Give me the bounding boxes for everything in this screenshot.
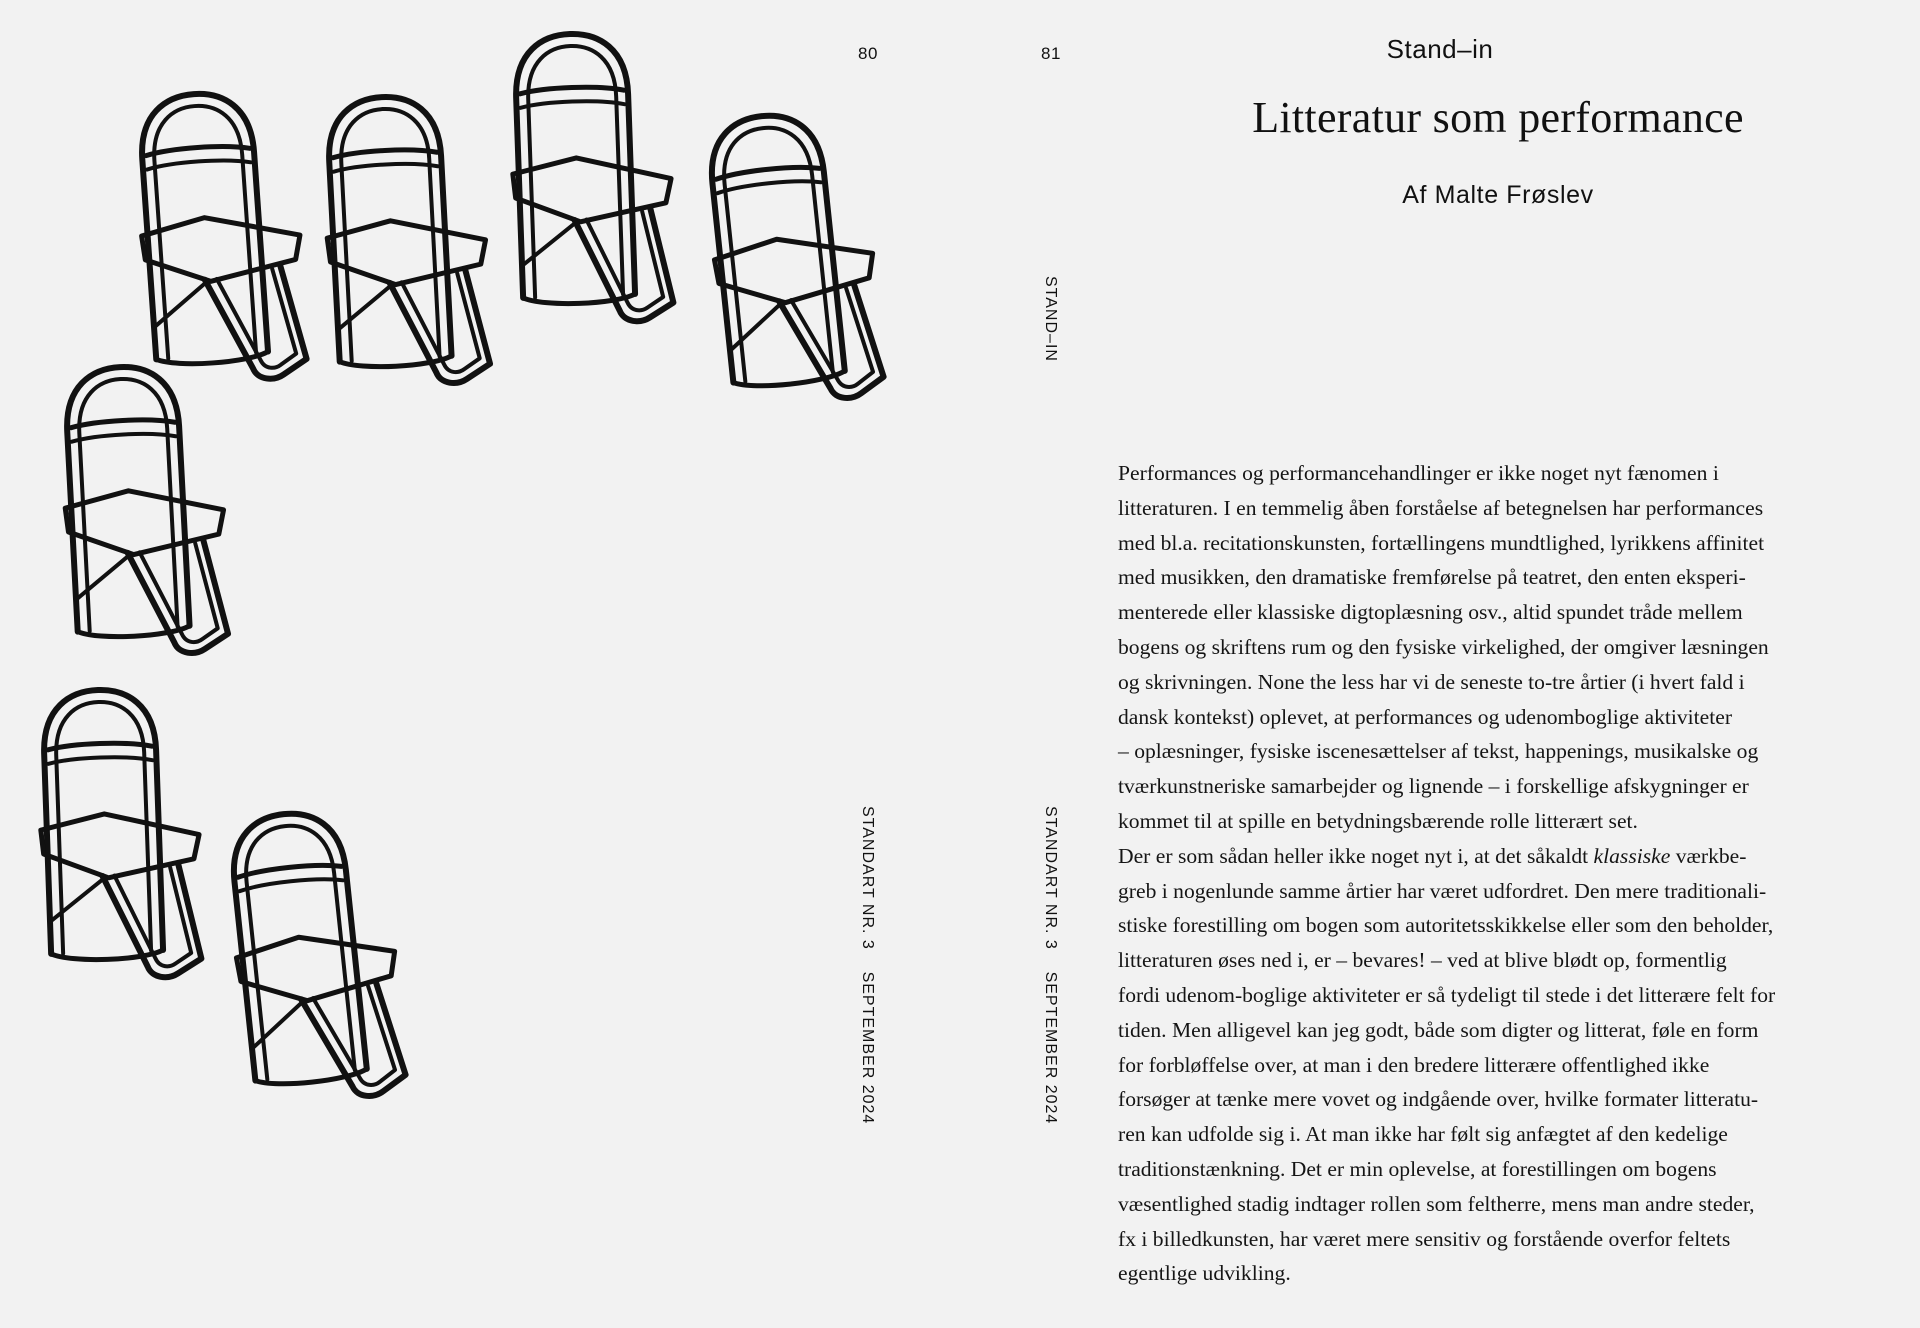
paragraph bbox=[1118, 456, 1878, 839]
text-line: Performances og performancehandlinger er ikke noget nyt fænomen i bbox=[1118, 461, 1719, 485]
text-line: og skrivningen. None the less har vi de seneste to-tre årtier (i hvert fald i bbox=[1118, 669, 1745, 694]
text-line: kommet til at spille en betydningsbærende rolle litterært set. bbox=[1118, 808, 1638, 833]
running-footer: STANDART NR. 3 SEPTEMBER 2024 bbox=[859, 806, 876, 1125]
text-line: med bl.a. recitationskunsten, fortællingens mundtlighed, lyrikkens affinitet bbox=[1118, 530, 1765, 555]
folding-chair-icon bbox=[700, 106, 887, 410]
text-line: tværkunstneriske samarbejder og lignende – i forskellige afskygninger er bbox=[1118, 774, 1749, 799]
text-line: med musikken, den dramatiske fremførelse på teatret, den enten eksperi- bbox=[1118, 565, 1746, 590]
folding-chair-icon bbox=[132, 87, 310, 387]
italic-term: klassiske bbox=[1593, 843, 1671, 868]
text-line: fordi udenom-boglige aktiviteter er så tydeligt til stede i det litterære felt for bbox=[1118, 982, 1776, 1007]
text-line: bogens og skriftens rum og den fysiske virkelighed, der omgiver læsningen bbox=[1118, 634, 1769, 659]
text-line: tiden. Men alligevel kan jeg godt, både som digter og litterat, føle en form bbox=[1118, 1017, 1759, 1042]
text-line: litteraturen øses ned i, er – bevares! – ved at blive blødt op, formentlig bbox=[1118, 948, 1727, 973]
text-line: menterede eller klassiske digtoplæsning osv., altid spundet tråde mellem bbox=[1118, 600, 1743, 625]
folding-chair-icon bbox=[222, 804, 409, 1108]
text-line: egentlige udvikling. bbox=[1118, 1261, 1291, 1286]
text-line bbox=[1118, 839, 1878, 874]
text-line: stiske forestilling om bogen som autoritetsskikkelse eller som den beholder, bbox=[1118, 913, 1774, 938]
text-line: væsentlighed stadig indtager rollen som feltherre, mens man andre steder, bbox=[1118, 1191, 1755, 1216]
folding-chair-icon bbox=[36, 687, 204, 982]
text-line: for forbløffelse over, at man i den bredere litterære offentlighed ikke bbox=[1118, 1052, 1710, 1077]
text-line: ren kan udfolde sig i. At man ikke har følt sig anfægtet af den kedelige bbox=[1118, 1122, 1728, 1147]
text-line: greb i nogenlunde samme årtier har været udfordret. Den mere traditionali- bbox=[1118, 878, 1767, 903]
text-line: forsøger at tænke mere vovet og indgående over, hvilke formater litteratu- bbox=[1118, 1087, 1759, 1112]
text-run: Der er som sådan heller ikke noget nyt i, at det såkaldt bbox=[1118, 843, 1594, 868]
text-line: traditionstænkning. Det er min oplevelse, at forestillingen om bogens bbox=[1118, 1156, 1717, 1181]
paragraph bbox=[1118, 839, 1878, 1291]
folding-chair-icon bbox=[508, 31, 676, 326]
section-kicker: Stand–in bbox=[1386, 34, 1494, 64]
text-line: – oplæsninger, fysiske iscenesættelser af tekst, happenings, musikalske og bbox=[1118, 739, 1759, 764]
byline: Af Malte Frøslev bbox=[1402, 181, 1594, 209]
text-line: litteraturen. I en temmelig åben forståelse af betegnelsen har performances bbox=[1118, 495, 1764, 520]
article-title: Litteratur som performance bbox=[1252, 93, 1744, 142]
text-run: værkbe- bbox=[1670, 843, 1747, 868]
page-number: 81 bbox=[1041, 44, 1061, 63]
page-number: 80 bbox=[858, 44, 878, 63]
text-line: dansk kontekst) oplevet, at performances og udenomboglige aktiviteter bbox=[1118, 704, 1733, 729]
section-label: STAND–IN bbox=[1042, 276, 1059, 362]
folding-chair-icon bbox=[58, 362, 231, 659]
running-footer: STANDART NR. 3 SEPTEMBER 2024 bbox=[1042, 806, 1059, 1125]
folding-chair-icon bbox=[320, 92, 493, 389]
article-body bbox=[1118, 456, 1878, 1291]
text-line: fx i billedkunsten, har været mere sensitiv og forstående overfor feltets bbox=[1118, 1226, 1731, 1251]
